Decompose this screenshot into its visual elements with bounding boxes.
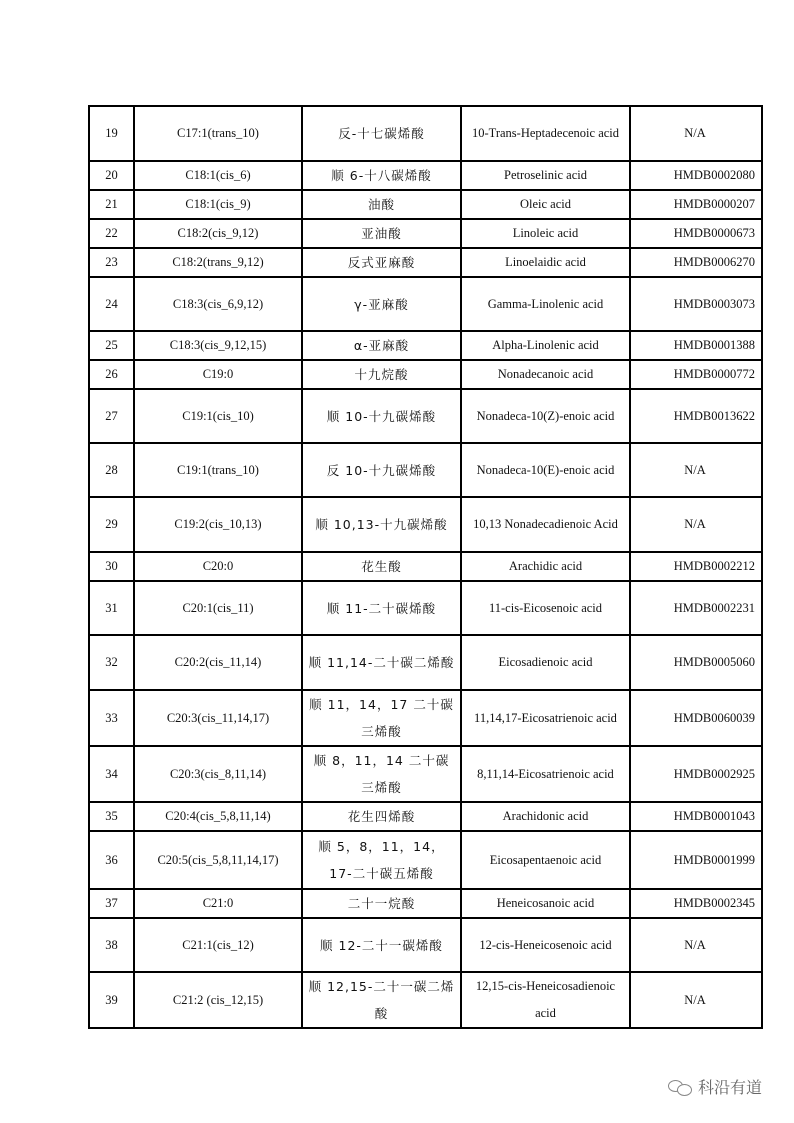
- cell-chinese-name: 顺 12-二十一碳烯酸: [302, 918, 461, 972]
- cell-english-name: Nonadeca-10(Z)-enoic acid: [461, 389, 630, 443]
- cell-formula: C19:2(cis_10,13): [134, 497, 302, 552]
- table-row: [89, 190, 762, 219]
- cell-english-name: Nonadecanoic acid: [461, 360, 630, 389]
- cell-english-name: 10-Trans-Heptadecenoic acid: [461, 106, 630, 161]
- cell-formula: C21:1(cis_12): [134, 918, 302, 972]
- cell-number: 35: [89, 802, 134, 831]
- cell-number: 38: [89, 918, 134, 972]
- table-row: [89, 161, 762, 190]
- cell-number: 24: [89, 277, 134, 331]
- cell-chinese-name: 顺 10-十九碳烯酸: [302, 389, 461, 443]
- table-body: [89, 106, 762, 1028]
- cell-hmdb-id: HMDB0002212: [630, 552, 762, 581]
- cell-hmdb-id: HMDB0000673: [630, 219, 762, 248]
- cell-chinese-name: 亚油酸: [302, 219, 461, 248]
- cell-number: 39: [89, 972, 134, 1028]
- cell-hmdb-id: HMDB0002231: [630, 581, 762, 635]
- cell-chinese-name: 反 10-十九碳烯酸: [302, 443, 461, 497]
- cell-chinese-name: 花生酸: [302, 552, 461, 581]
- cell-hmdb-id: HMDB0002345: [630, 889, 762, 918]
- table-row: [89, 918, 762, 972]
- cell-english-name: Petroselinic acid: [461, 161, 630, 190]
- cell-hmdb-id: HMDB0001999: [630, 831, 762, 889]
- cell-chinese-name: 顺 11,14-二十碳二烯酸: [302, 635, 461, 690]
- cell-english-name: 11,14,17-Eicosatrienoic acid: [461, 690, 630, 746]
- table-row: [89, 497, 762, 552]
- cell-chinese-name: 顺 10,13-十九碳烯酸: [302, 497, 461, 552]
- cell-number: 25: [89, 331, 134, 360]
- table-row: [89, 746, 762, 802]
- table-row: [89, 219, 762, 248]
- table-row: [89, 690, 762, 746]
- cell-number: 30: [89, 552, 134, 581]
- cell-chinese-name: 十九烷酸: [302, 360, 461, 389]
- fatty-acid-table: [88, 105, 763, 1029]
- cell-hmdb-id: HMDB0013622: [630, 389, 762, 443]
- watermark: [668, 1075, 762, 1098]
- table-row: [89, 831, 762, 889]
- cell-chinese-name: 油酸: [302, 190, 461, 219]
- cell-chinese-name: 顺 6-十八碳烯酸: [302, 161, 461, 190]
- cell-formula: C20:0: [134, 552, 302, 581]
- cell-formula: C19:1(trans_10): [134, 443, 302, 497]
- cell-hmdb-id: HMDB0001388: [630, 331, 762, 360]
- cell-hmdb-id: HMDB0003073: [630, 277, 762, 331]
- cell-formula: C21:2 (cis_12,15): [134, 972, 302, 1028]
- cell-english-name: Eicosapentaenoic acid: [461, 831, 630, 889]
- cell-formula: C17:1(trans_10): [134, 106, 302, 161]
- table-row: [89, 106, 762, 161]
- cell-english-name: Linoelaidic acid: [461, 248, 630, 277]
- cell-chinese-name: 顺 5，8，11，14，17-二十碳五烯酸: [302, 831, 461, 889]
- cell-number: 36: [89, 831, 134, 889]
- table-row: [89, 331, 762, 360]
- cell-number: 37: [89, 889, 134, 918]
- cell-english-name: 11-cis-Eicosenoic acid: [461, 581, 630, 635]
- watermark-text: 科沿有道: [698, 1078, 763, 1097]
- cell-chinese-name: 花生四烯酸: [302, 802, 461, 831]
- cell-formula: C20:3(cis_8,11,14): [134, 746, 302, 802]
- cell-english-name: Heneicosanoic acid: [461, 889, 630, 918]
- wechat-icon: [668, 1078, 692, 1096]
- cell-hmdb-id: HMDB0001043: [630, 802, 762, 831]
- cell-number: 19: [89, 106, 134, 161]
- cell-english-name: Nonadeca-10(E)-enoic acid: [461, 443, 630, 497]
- cell-number: 28: [89, 443, 134, 497]
- cell-formula: C18:2(cis_9,12): [134, 219, 302, 248]
- cell-hmdb-id: HMDB0002925: [630, 746, 762, 802]
- cell-hmdb-id: N/A: [630, 106, 762, 161]
- table-row: [89, 389, 762, 443]
- cell-hmdb-id: HMDB0000772: [630, 360, 762, 389]
- cell-number: 26: [89, 360, 134, 389]
- cell-hmdb-id: N/A: [630, 918, 762, 972]
- cell-hmdb-id: N/A: [630, 497, 762, 552]
- cell-chinese-name: 反-十七碳烯酸: [302, 106, 461, 161]
- table-row: [89, 248, 762, 277]
- cell-english-name: Arachidic acid: [461, 552, 630, 581]
- cell-chinese-name: α-亚麻酸: [302, 331, 461, 360]
- cell-number: 33: [89, 690, 134, 746]
- cell-formula: C18:1(cis_6): [134, 161, 302, 190]
- cell-english-name: Oleic acid: [461, 190, 630, 219]
- cell-english-name: Arachidonic acid: [461, 802, 630, 831]
- cell-number: 23: [89, 248, 134, 277]
- cell-number: 27: [89, 389, 134, 443]
- cell-number: 20: [89, 161, 134, 190]
- cell-number: 29: [89, 497, 134, 552]
- table-row: [89, 972, 762, 1028]
- cell-hmdb-id: N/A: [630, 443, 762, 497]
- cell-formula: C21:0: [134, 889, 302, 918]
- table-row: [89, 552, 762, 581]
- cell-formula: C18:1(cis_9): [134, 190, 302, 219]
- cell-english-name: Eicosadienoic acid: [461, 635, 630, 690]
- cell-chinese-name: 顺 11，14，17 二十碳三烯酸: [302, 690, 461, 746]
- cell-chinese-name: 二十一烷酸: [302, 889, 461, 918]
- cell-hmdb-id: HMDB0006270: [630, 248, 762, 277]
- cell-hmdb-id: HMDB0005060: [630, 635, 762, 690]
- cell-number: 22: [89, 219, 134, 248]
- table-row: [89, 581, 762, 635]
- cell-english-name: Linoleic acid: [461, 219, 630, 248]
- cell-number: 32: [89, 635, 134, 690]
- cell-formula: C18:2(trans_9,12): [134, 248, 302, 277]
- table-row: [89, 443, 762, 497]
- cell-chinese-name: 顺 8，11，14 二十碳三烯酸: [302, 746, 461, 802]
- cell-hmdb-id: HMDB0000207: [630, 190, 762, 219]
- cell-english-name: Gamma-Linolenic acid: [461, 277, 630, 331]
- cell-english-name: 10,13 Nonadecadienoic Acid: [461, 497, 630, 552]
- table-row: [89, 889, 762, 918]
- cell-english-name: 12-cis-Heneicosenoic acid: [461, 918, 630, 972]
- cell-formula: C20:5(cis_5,8,11,14,17): [134, 831, 302, 889]
- cell-english-name: 8,11,14-Eicosatrienoic acid: [461, 746, 630, 802]
- cell-formula: C19:0: [134, 360, 302, 389]
- cell-english-name: 12,15-cis-Heneicosadienoic acid: [461, 972, 630, 1028]
- cell-chinese-name: 反式亚麻酸: [302, 248, 461, 277]
- cell-formula: C20:2(cis_11,14): [134, 635, 302, 690]
- cell-formula: C18:3(cis_9,12,15): [134, 331, 302, 360]
- cell-formula: C20:1(cis_11): [134, 581, 302, 635]
- cell-number: 31: [89, 581, 134, 635]
- cell-chinese-name: 顺 11-二十碳烯酸: [302, 581, 461, 635]
- table-row: [89, 360, 762, 389]
- table-row: [89, 277, 762, 331]
- cell-formula: C20:4(cis_5,8,11,14): [134, 802, 302, 831]
- cell-hmdb-id: HMDB0002080: [630, 161, 762, 190]
- cell-english-name: Alpha-Linolenic acid: [461, 331, 630, 360]
- fatty-acid-table-container: [88, 105, 763, 1029]
- cell-formula: C20:3(cis_11,14,17): [134, 690, 302, 746]
- cell-formula: C18:3(cis_6,9,12): [134, 277, 302, 331]
- cell-hmdb-id: HMDB0060039: [630, 690, 762, 746]
- table-row: [89, 802, 762, 831]
- table-row: [89, 635, 762, 690]
- cell-formula: C19:1(cis_10): [134, 389, 302, 443]
- cell-chinese-name: γ-亚麻酸: [302, 277, 461, 331]
- cell-hmdb-id: N/A: [630, 972, 762, 1028]
- cell-chinese-name: 顺 12,15-二十一碳二烯酸: [302, 972, 461, 1028]
- cell-number: 34: [89, 746, 134, 802]
- cell-number: 21: [89, 190, 134, 219]
